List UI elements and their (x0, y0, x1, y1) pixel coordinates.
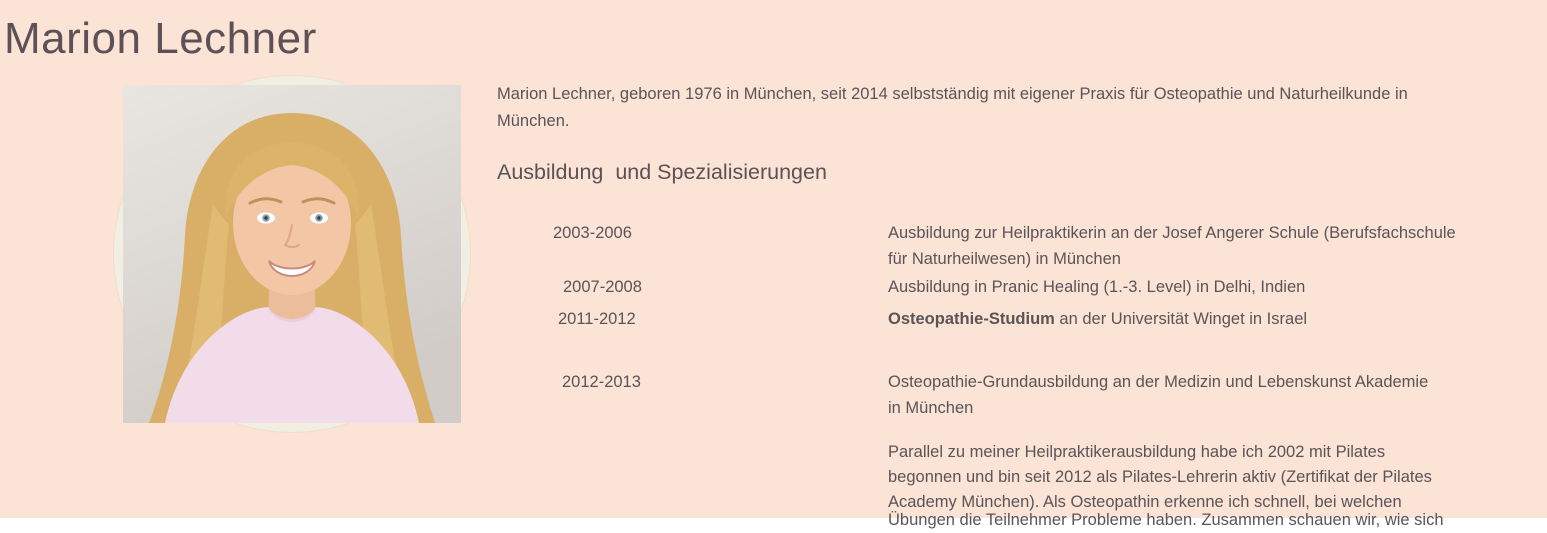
timeline-description: Ausbildung zur Heilpraktikerin an der Josef Angerer Schule (Berufsfachschule für Naturheilwesen) in München (888, 224, 1456, 268)
bio-line: begonnen und bin seit 2012 als Pilates-Lehrerin aktiv (Zertifikat der Pilates (888, 468, 1432, 487)
page-title: Marion Lechner (4, 14, 317, 63)
portrait-illustration (123, 85, 461, 423)
bio-line-clipped: Übungen die Teilnehmer Probleme haben. Zusammen schauen wir, wie sich (888, 511, 1444, 529)
timeline-description: Ausbildung in Pranic Healing (1.-3. Level) in Delhi, Indien (888, 278, 1306, 296)
intro-line: Marion Lechner, geboren 1976 in München, seit 2014 selbstständig mit eigener Praxis für Osteopathie und Naturheilkunde in (497, 85, 1408, 103)
bio-paragraph (888, 440, 1432, 516)
bio-line: Parallel zu meiner Heilpraktikerausbildung habe ich 2002 mit Pilates (888, 443, 1386, 461)
timeline-years: 2007-2008 (563, 278, 642, 296)
bio-line: Academy München). Als Osteopathin erkenne ich schnell, bei welchen (888, 493, 1402, 512)
timeline-description: Osteopathie-Grundausbildung an der Medizin und Lebenskunst Akademie in München (888, 373, 1429, 417)
profile-photo (114, 76, 470, 432)
timeline-bold-term: Osteopathie-Studium (888, 310, 1055, 328)
section-heading: Ausbildung und Spezialisierungen (497, 160, 827, 184)
timeline-description: Osteopathie-Studium an der Universität Winget in Israel (888, 310, 1308, 328)
timeline-years: 2011-2012 (558, 310, 636, 328)
timeline-years: 2003-2006 (553, 224, 632, 242)
timeline-years: 2012-2013 (562, 373, 641, 391)
intro-paragraph (497, 81, 1408, 135)
intro-line: München. (497, 112, 570, 130)
